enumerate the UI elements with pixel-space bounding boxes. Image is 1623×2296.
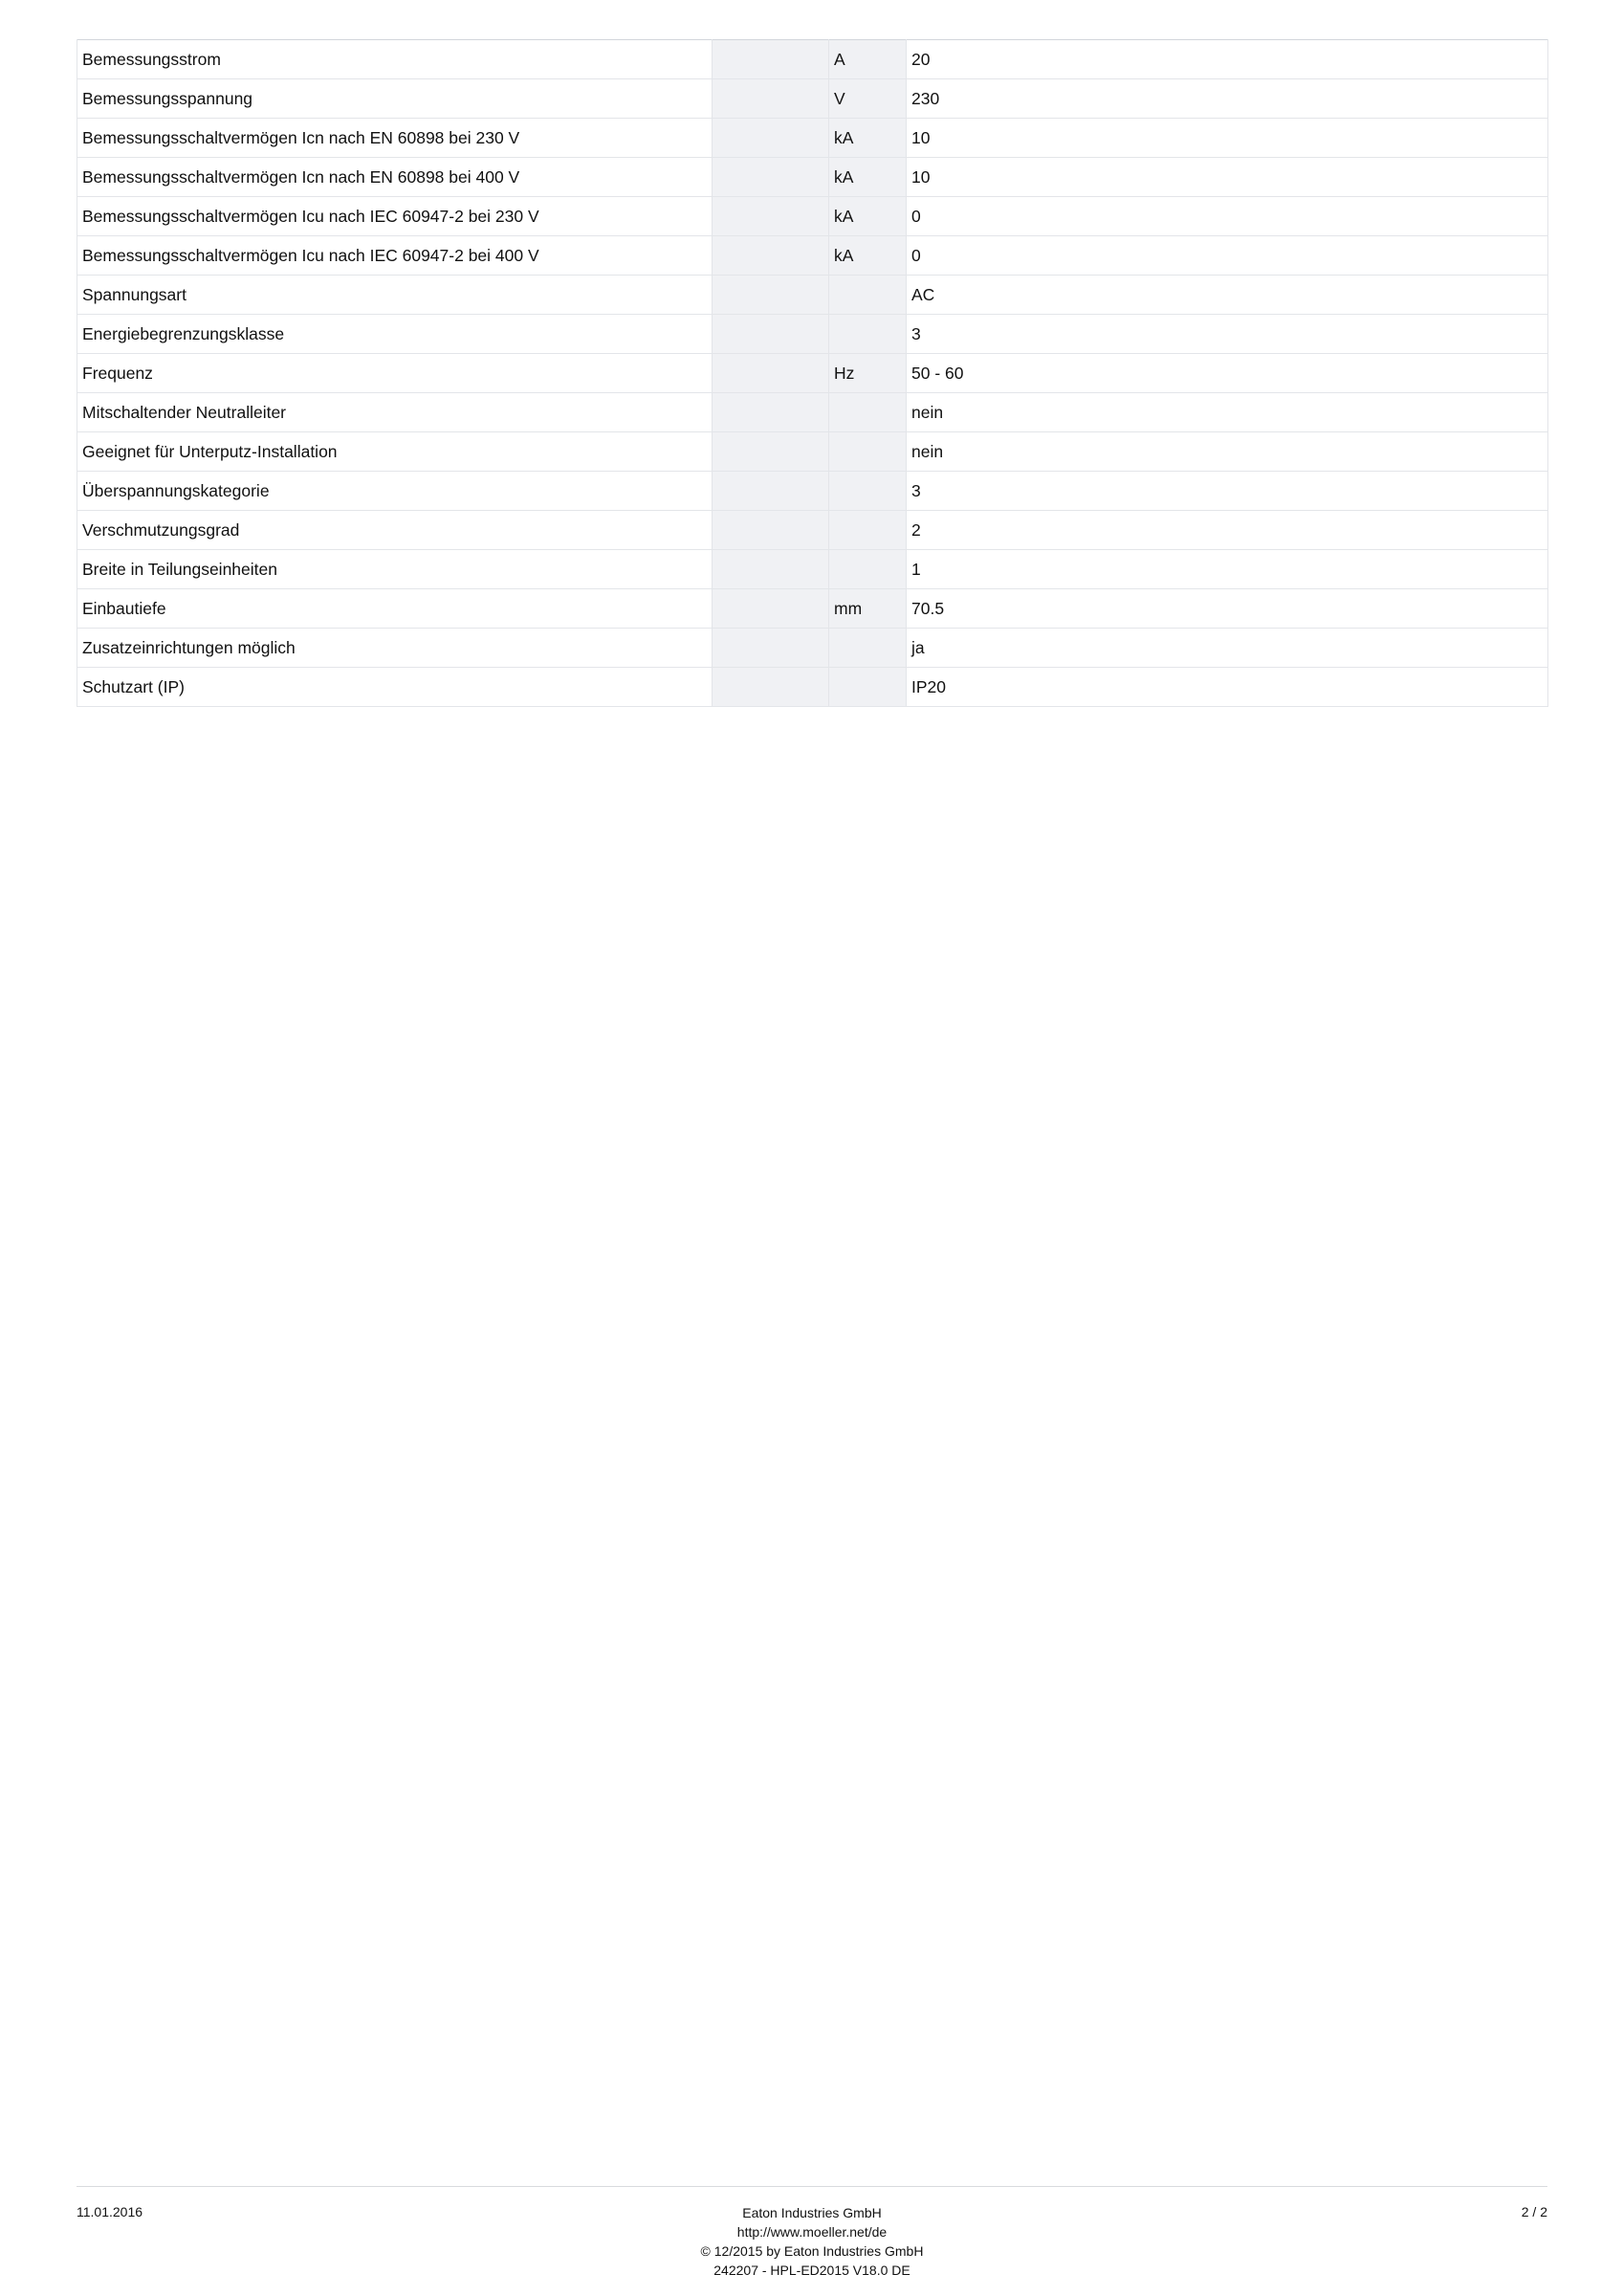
spec-spacer-cell bbox=[713, 40, 829, 79]
spec-unit bbox=[829, 315, 907, 354]
spec-value: 3 bbox=[907, 315, 1548, 354]
table-row bbox=[77, 236, 1548, 276]
spec-label: Mitschaltender Neutralleiter bbox=[77, 393, 713, 432]
spec-label: Zusatzeinrichtungen möglich bbox=[77, 629, 713, 668]
spec-unit bbox=[829, 511, 907, 550]
spec-value: 10 bbox=[907, 119, 1548, 158]
footer-copyright: © 12/2015 by Eaton Industries GmbH bbox=[700, 2243, 924, 2259]
spec-label: Einbautiefe bbox=[77, 589, 713, 629]
footer-date: 11.01.2016 bbox=[77, 2204, 143, 2219]
table-row bbox=[77, 393, 1548, 432]
spec-unit bbox=[829, 393, 907, 432]
spec-spacer-cell bbox=[713, 119, 829, 158]
table-row bbox=[77, 276, 1548, 315]
spec-spacer-cell bbox=[713, 236, 829, 276]
spec-unit: kA bbox=[829, 119, 907, 158]
spec-unit bbox=[829, 472, 907, 511]
spec-spacer-cell bbox=[713, 668, 829, 707]
spec-value: 50 - 60 bbox=[907, 354, 1548, 393]
spec-value: nein bbox=[907, 393, 1548, 432]
footer-info bbox=[525, 2203, 1099, 2280]
spec-spacer-cell bbox=[713, 354, 829, 393]
spec-unit: A bbox=[829, 40, 907, 79]
spec-value: AC bbox=[907, 276, 1548, 315]
spec-value: 20 bbox=[907, 40, 1548, 79]
table-row bbox=[77, 158, 1548, 197]
spec-label: Bemessungsschaltvermögen Icn nach EN 60898 bei 230 V bbox=[77, 119, 713, 158]
spec-spacer-cell bbox=[713, 550, 829, 589]
spec-label: Energiebegrenzungsklasse bbox=[77, 315, 713, 354]
spec-unit bbox=[829, 432, 907, 472]
spec-spacer-cell bbox=[713, 158, 829, 197]
spec-spacer-cell bbox=[713, 315, 829, 354]
table-row bbox=[77, 511, 1548, 550]
spec-unit bbox=[829, 629, 907, 668]
spec-unit: V bbox=[829, 79, 907, 119]
spec-value: 230 bbox=[907, 79, 1548, 119]
spec-spacer-cell bbox=[713, 432, 829, 472]
spec-unit bbox=[829, 550, 907, 589]
spec-unit bbox=[829, 668, 907, 707]
spec-label: Verschmutzungsgrad bbox=[77, 511, 713, 550]
spec-value: 10 bbox=[907, 158, 1548, 197]
spec-spacer-cell bbox=[713, 276, 829, 315]
spec-label: Spannungsart bbox=[77, 276, 713, 315]
spec-label: Schutzart (IP) bbox=[77, 668, 713, 707]
spec-spacer-cell bbox=[713, 79, 829, 119]
spec-spacer-cell bbox=[713, 393, 829, 432]
spec-table bbox=[77, 39, 1548, 707]
table-row bbox=[77, 315, 1548, 354]
table-row bbox=[77, 629, 1548, 668]
spec-spacer-cell bbox=[713, 589, 829, 629]
spec-label: Bemessungsschaltvermögen Icu nach IEC 60947-2 bei 230 V bbox=[77, 197, 713, 236]
spec-table-body bbox=[77, 40, 1548, 707]
spec-label: Bemessungsstrom bbox=[77, 40, 713, 79]
spec-value: 3 bbox=[907, 472, 1548, 511]
spec-unit: kA bbox=[829, 197, 907, 236]
spec-label: Frequenz bbox=[77, 354, 713, 393]
spec-value: 0 bbox=[907, 236, 1548, 276]
spec-value: 1 bbox=[907, 550, 1548, 589]
spec-label: Bemessungsspannung bbox=[77, 79, 713, 119]
spec-unit: Hz bbox=[829, 354, 907, 393]
table-row bbox=[77, 589, 1548, 629]
spec-spacer-cell bbox=[713, 197, 829, 236]
table-row bbox=[77, 550, 1548, 589]
table-row bbox=[77, 668, 1548, 707]
table-row bbox=[77, 472, 1548, 511]
table-row bbox=[77, 79, 1548, 119]
spec-value: IP20 bbox=[907, 668, 1548, 707]
footer-divider bbox=[77, 2186, 1547, 2187]
spec-spacer-cell bbox=[713, 511, 829, 550]
spec-spacer-cell bbox=[713, 629, 829, 668]
spec-unit: kA bbox=[829, 236, 907, 276]
spec-label: Bemessungsschaltvermögen Icn nach EN 60898 bei 400 V bbox=[77, 158, 713, 197]
spec-unit: mm bbox=[829, 589, 907, 629]
spec-value: 2 bbox=[907, 511, 1548, 550]
spec-spacer-cell bbox=[713, 472, 829, 511]
spec-value: 70.5 bbox=[907, 589, 1548, 629]
table-row bbox=[77, 119, 1548, 158]
spec-unit bbox=[829, 276, 907, 315]
spec-value: 0 bbox=[907, 197, 1548, 236]
footer-url-link[interactable]: http://www.moeller.net/de bbox=[736, 2224, 888, 2240]
table-row bbox=[77, 197, 1548, 236]
spec-unit: kA bbox=[829, 158, 907, 197]
table-row bbox=[77, 432, 1548, 472]
table-row bbox=[77, 354, 1548, 393]
page-number: 2 / 2 bbox=[1521, 2204, 1547, 2219]
footer-document-id: 242207 - HPL-ED2015 V18.0 DE bbox=[713, 2263, 910, 2278]
spec-value: nein bbox=[907, 432, 1548, 472]
spec-label: Überspannungskategorie bbox=[77, 472, 713, 511]
spec-label: Bemessungsschaltvermögen Icu nach IEC 60947-2 bei 400 V bbox=[77, 236, 713, 276]
spec-label: Breite in Teilungseinheiten bbox=[77, 550, 713, 589]
spec-label: Geeignet für Unterputz-Installation bbox=[77, 432, 713, 472]
footer-company: Eaton Industries GmbH bbox=[742, 2205, 882, 2220]
spec-value: ja bbox=[907, 629, 1548, 668]
table-row bbox=[77, 40, 1548, 79]
